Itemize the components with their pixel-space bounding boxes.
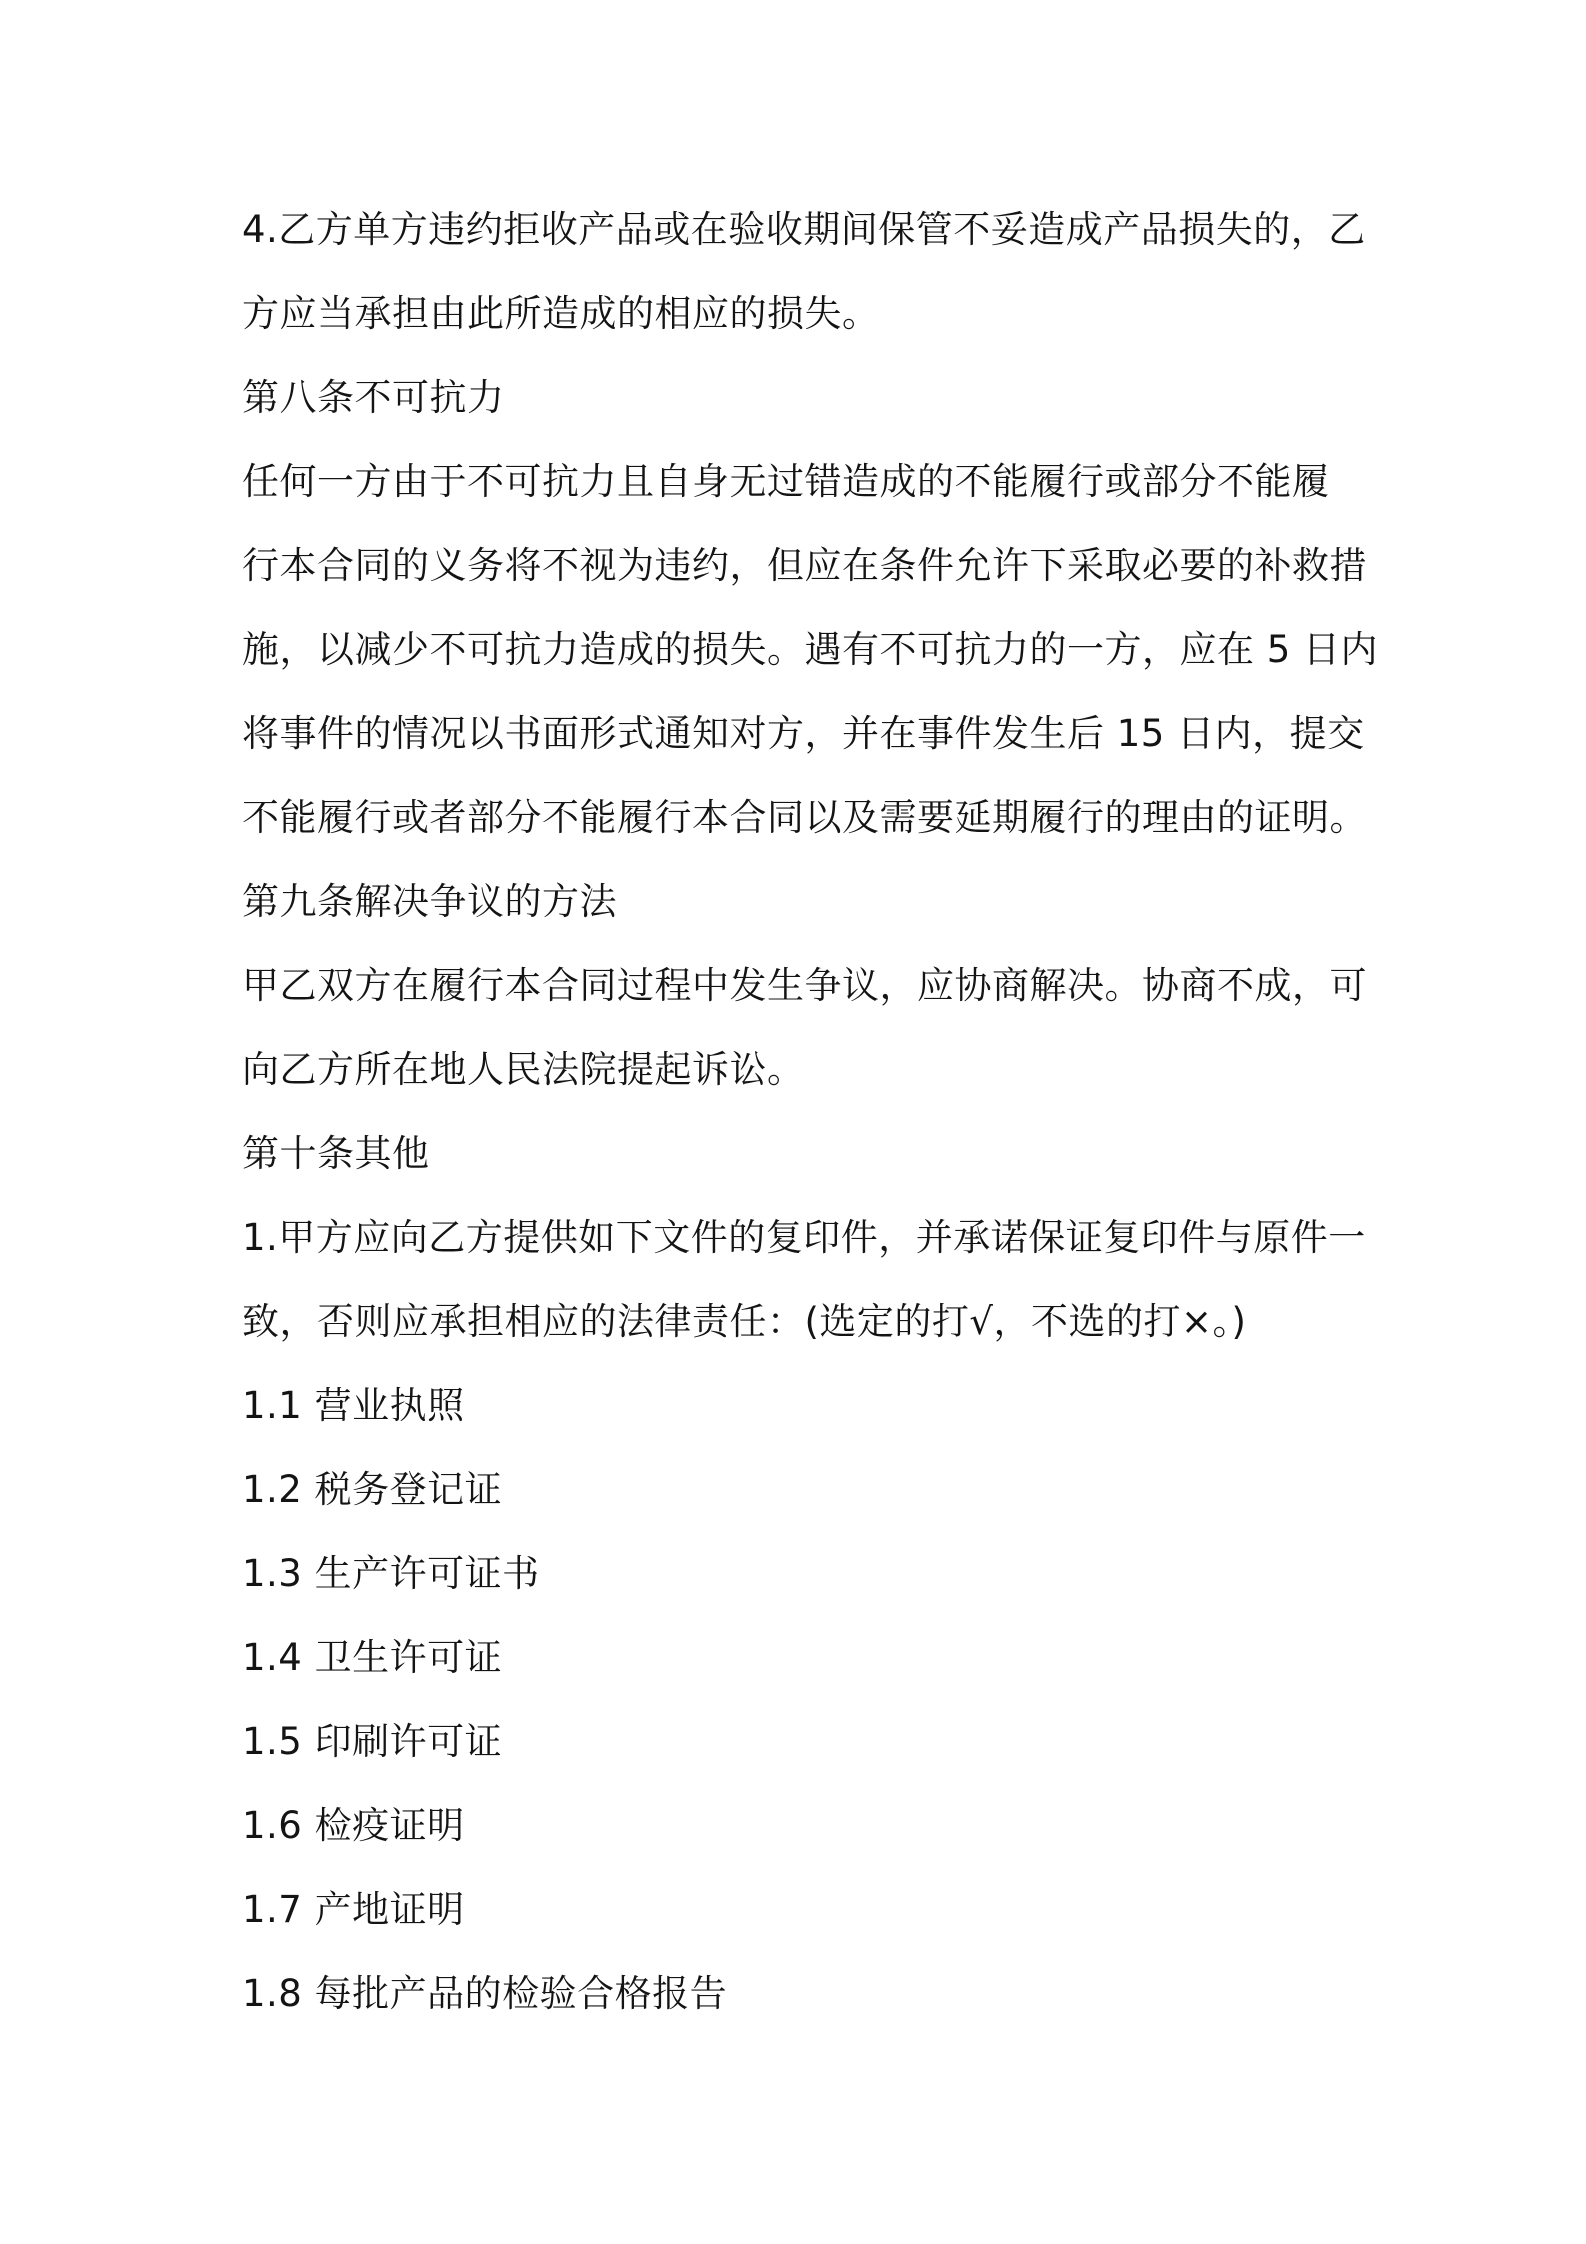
list-item: 1.4 卫生许可证 bbox=[242, 1636, 503, 1679]
paragraph-line: 方应当承担由此所造成的相应的损失。 bbox=[242, 292, 880, 335]
section-heading: 第八条不可抗力 bbox=[242, 376, 505, 419]
paragraph-line: 1.甲方应向乙方提供如下文件的复印件，并承诺保证复印件与原件一 bbox=[242, 1216, 1366, 1259]
list-item: 1.5 印刷许可证 bbox=[242, 1720, 503, 1763]
paragraph-line: 4.乙方单方违约拒收产品或在验收期间保管不妥造成产品损失的，乙 bbox=[242, 208, 1366, 251]
paragraph-line: 甲乙双方在履行本合同过程中发生争议，应协商解决。协商不成，可 bbox=[242, 964, 1367, 1007]
paragraph-line: 将事件的情况以书面形式通知对方，并在事件发生后 15 日内，提交 bbox=[242, 712, 1365, 755]
paragraph-line: 施，以减少不可抗力造成的损失。遇有不可抗力的一方，应在 5 日内 bbox=[242, 628, 1379, 671]
paragraph-line: 行本合同的义务将不视为违约，但应在条件允许下采取必要的补救措 bbox=[242, 544, 1367, 587]
section-heading: 第十条其他 bbox=[242, 1132, 430, 1175]
list-item: 1.6 检疫证明 bbox=[242, 1804, 465, 1847]
section-heading: 第九条解决争议的方法 bbox=[242, 880, 617, 923]
document-page bbox=[242, 198, 1379, 2046]
paragraph-line: 致，否则应承担相应的法律责任：(选定的打√，不选的打×。) bbox=[242, 1300, 1247, 1343]
paragraph-line: 任何一方由于不可抗力且自身无过错造成的不能履行或部分不能履 bbox=[242, 460, 1330, 503]
list-item: 1.7 产地证明 bbox=[242, 1888, 465, 1931]
list-item: 1.1 营业执照 bbox=[242, 1384, 465, 1427]
list-item: 1.8 每批产品的检验合格报告 bbox=[242, 1972, 728, 2015]
list-item: 1.3 生产许可证书 bbox=[242, 1552, 540, 1595]
list-item: 1.2 税务登记证 bbox=[242, 1468, 503, 1511]
paragraph-line: 不能履行或者部分不能履行本合同以及需要延期履行的理由的证明。 bbox=[242, 796, 1367, 839]
paragraph-line: 向乙方所在地人民法院提起诉讼。 bbox=[242, 1048, 805, 1091]
